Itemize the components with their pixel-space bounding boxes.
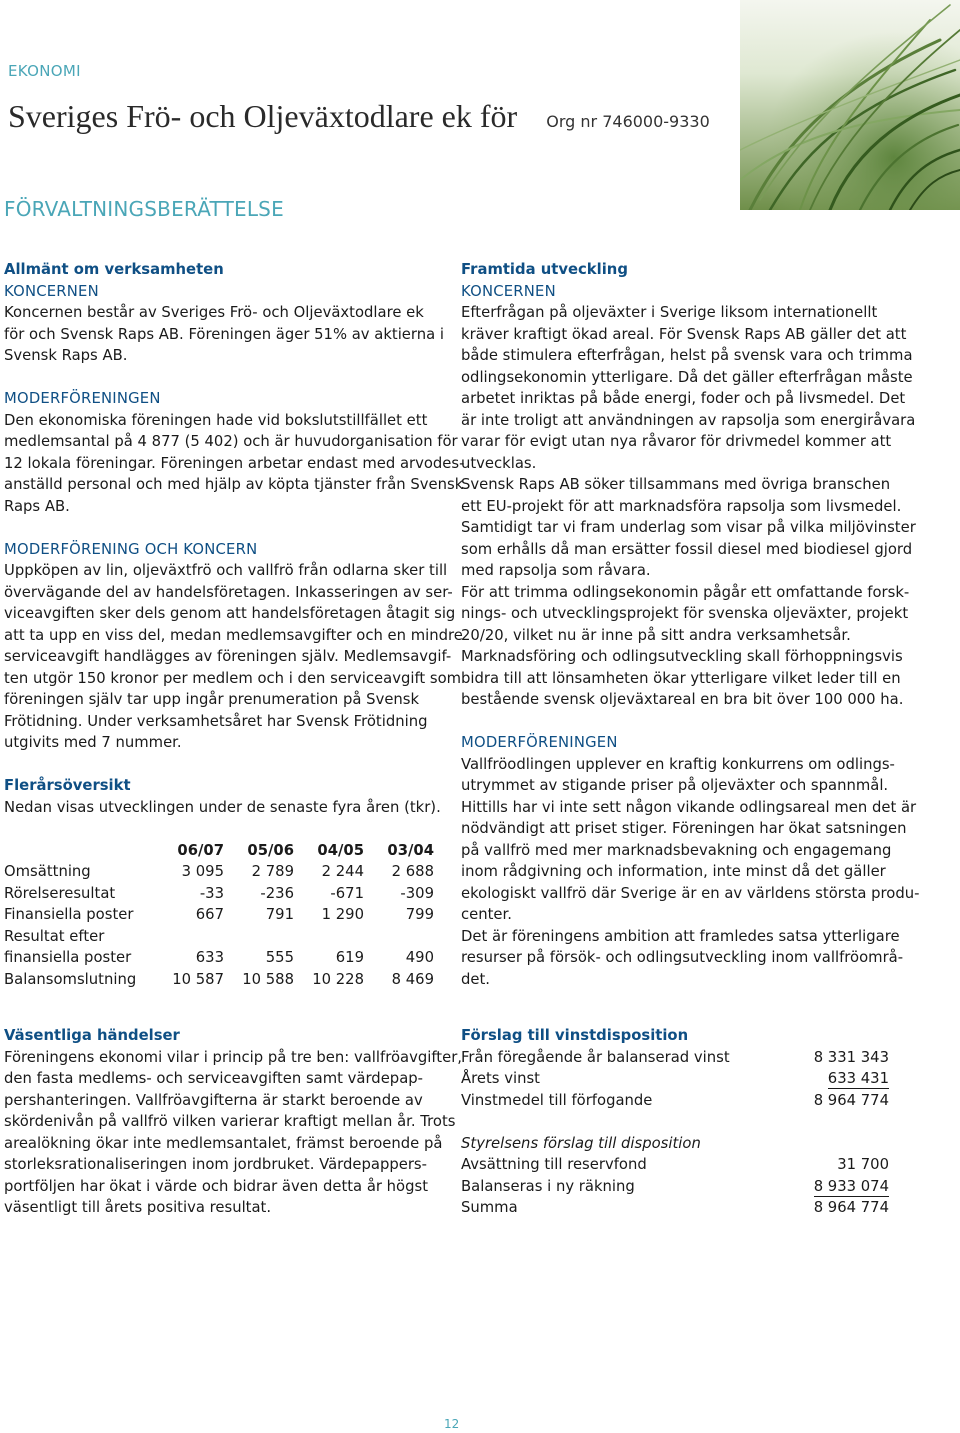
table-row: [4, 861, 436, 883]
text-line: anställd personal och med hjälp av köpta tjänster från Svensk: [4, 476, 464, 493]
cell-value: 619: [335, 949, 364, 966]
text-line: inom rådgivning och information, inte minst då det gäller: [461, 863, 886, 880]
text-line: center.: [461, 906, 512, 923]
profit-disposition-section: [461, 1025, 891, 1219]
section-title: FÖRVALTNINGSBERÄTTELSE: [4, 197, 284, 221]
text-line: Vallfröodlingen upplever en kraftig konkurrens om odlings-: [461, 755, 895, 773]
text-line: på vallfrö med mer marknadsbevakning och engagemang: [461, 841, 892, 859]
text-line: portföljen har ökat i värde och bidrar även detta år högst: [4, 1177, 429, 1195]
column-header: 05/06: [247, 841, 294, 859]
column-header: 06/07: [177, 841, 224, 859]
text-line: nödvändigt att priset stiger. Föreningen har ökat satsningen: [461, 820, 907, 837]
subheading-group: KONCERNEN: [461, 282, 556, 300]
text-line: Raps AB.: [4, 497, 70, 515]
cell-value: -236: [260, 884, 294, 902]
subheading-parent-and-group: MODERFÖRENING OCH KONCERN: [4, 540, 258, 558]
row-label: Årets vinst: [461, 1070, 540, 1088]
cell-value: 10 228: [312, 970, 364, 988]
page-title: Sveriges Frö- och Oljeväxtodlare ek för: [8, 98, 518, 134]
text-line: 12 lokala föreningar. Föreningen arbetar endast med arvodes-: [4, 454, 465, 472]
grass-photo: [740, 0, 960, 210]
cell-value: [164, 926, 226, 948]
proposal-heading: Styrelsens förslag till disposition: [461, 1134, 701, 1152]
text-line: den fasta medlems- och serviceavgiften samt värdepap-: [4, 1070, 423, 1087]
heading-future: Framtida utveckling: [461, 261, 628, 278]
cell-value: 667: [195, 906, 224, 923]
page-number: 12: [444, 1417, 460, 1431]
table-row: [461, 1176, 889, 1198]
text-line: Svensk Raps AB söker tillsammans med övriga branschen: [461, 476, 891, 493]
text-line: varar för evigt utan nya råvaror för drivmedel kommer att: [461, 433, 892, 450]
text-line: utrymmet av stigande priser på oljeväxter och spannmål.: [461, 777, 889, 794]
cell-value: 555: [265, 949, 294, 966]
cell-value: 2 789: [251, 863, 294, 880]
text-line: Uppköpen av lin, oljeväxtfrö och vallfrö från odlarna sker till: [4, 562, 448, 579]
cell-value: [296, 926, 366, 948]
left-column: [4, 259, 465, 990]
section-eyebrow: EKONOMI: [8, 62, 81, 80]
text-line: Den ekonomiska föreningen hade vid bokslutstillfället ett: [4, 411, 428, 429]
amount: 31 700: [837, 1156, 889, 1174]
text-line: nings- och utvecklingsprojekt för svenska oljeväxter, projekt: [461, 605, 909, 622]
text-line: Koncernen består av Sveriges Frö- och Oljeväxtodlare ek: [4, 304, 424, 321]
table-row: [461, 1197, 889, 1219]
amount: 8 964 774: [813, 1199, 889, 1217]
table-row: [461, 1133, 889, 1155]
subheading-parent: MODERFÖRENINGEN: [461, 734, 618, 751]
title-row: [8, 98, 710, 135]
column-header: 04/05: [317, 841, 364, 859]
amount: 633 431: [827, 1070, 889, 1088]
text-line: föreningen själv tar upp ingår prenumeration på Svensk: [4, 691, 420, 708]
row-label: Balanseras i ny räkning: [461, 1177, 635, 1195]
text-line: bidra till att lönsamheten ökar ytterligare vilket leder till en: [461, 669, 901, 687]
text-line: att ta upp en viss del, medan medlemsavgifter och en mindre: [4, 626, 463, 644]
right-column: [461, 259, 920, 990]
text-line: viceavgiften sker dels genom att handelsföretagen åtagit sig: [4, 605, 456, 622]
table-header-row: [4, 840, 436, 862]
text-line: Marknadsföring och odlingsutveckling skall förhoppningsvis: [461, 648, 903, 665]
row-label: Balansomslutning: [4, 970, 137, 988]
text-line: som erhålls då man ersätter fossil diesel med biodiesel gjord: [461, 540, 913, 558]
text-line: Efterfrågan på oljeväxter i Sverige liksom internationellt: [461, 304, 878, 321]
multi-year-table: [4, 840, 436, 991]
cell-value: 10 587: [172, 970, 224, 988]
cell-value: 2 688: [391, 863, 434, 880]
text-line: odlingsekonomin ytterligare. Då det gäller efterfrågan måste: [461, 368, 913, 386]
heading-profit-disposition: Förslag till vinstdisposition: [461, 1027, 689, 1044]
cell-value: -33: [199, 884, 224, 902]
text-line: både stimulera efterfrågan, helst på svensk vara och trimma: [461, 347, 913, 364]
text-line: utgivits med 7 nummer.: [4, 734, 182, 751]
text-line: kräver kraftigt ökad areal. För Svensk Raps AB gäller det att: [461, 325, 907, 343]
amount: 8 331 343: [813, 1048, 889, 1066]
column-header: 03/04: [387, 841, 434, 859]
row-label: Vinstmedel till förfogande: [461, 1091, 653, 1109]
text-line: utvecklas.: [461, 454, 537, 472]
subheading-group: KONCERNEN: [4, 282, 99, 300]
table-row: [461, 1068, 889, 1090]
text-line: bestående svensk oljeväxtareal en bra bit över 100 000 ha.: [461, 691, 904, 708]
text-line: Svensk Raps AB.: [4, 347, 128, 364]
table-row: [461, 1154, 889, 1176]
text-line: Frötidning. Under verksamhetsåret har Svensk Frötidning: [4, 712, 428, 730]
cell-value: -309: [400, 884, 434, 902]
text-line: pershanteringen. Vallfröavgifterna är starkt beroende av: [4, 1091, 423, 1109]
cell-value: 3 095: [181, 863, 224, 880]
heading-significant-events: Väsentliga händelser: [4, 1027, 180, 1044]
text-line: arbetet inriktas på både energi, foder och på livsmedel. Det: [461, 390, 906, 407]
table-row: [4, 947, 436, 969]
text-line: för och Svensk Raps AB. Föreningen äger 51% av aktierna i: [4, 325, 444, 343]
table-row: [4, 883, 436, 905]
text-line: resurser på försök- och odlingsutveckling inom vallfröområ-: [461, 949, 904, 966]
row-label: Avsättning till reservfond: [461, 1156, 647, 1174]
row-label: Resultat efter: [4, 927, 105, 945]
text-line: Hittills har vi inte sett någon vikande odlingsareal men det är: [461, 798, 917, 816]
cell-value: [366, 926, 436, 948]
text-line: ett EU-projekt för att marknadsföra rapsolja som livsmedel.: [461, 497, 902, 515]
text-line: storleksrationaliseringen inom jordbruket. Värdepappers-: [4, 1156, 427, 1173]
cell-value: -671: [330, 884, 364, 902]
row-label: Summa: [461, 1199, 518, 1217]
text-line: serviceavgift handlägges av föreningen själv. Medlemsavgif-: [4, 648, 452, 665]
text-line: ten utgör 150 kronor per medlem och i den serviceavgift som: [4, 669, 462, 687]
table-row: [4, 926, 436, 948]
cell-value: 2 244: [321, 863, 364, 880]
text-line: det.: [461, 970, 491, 988]
cell-value: 1 290: [321, 906, 364, 923]
row-label: finansiella poster: [4, 949, 132, 966]
row-label: Omsättning: [4, 863, 91, 880]
cell-value: 791: [265, 906, 294, 923]
row-label: Finansiella poster: [4, 906, 134, 923]
org-number: Org nr 746000-9330: [546, 112, 710, 131]
heading-general: Allmänt om verksamheten: [4, 261, 224, 278]
table-row: [461, 1047, 889, 1069]
text-line: Det är föreningens ambition att framledes satsa ytterligare: [461, 927, 900, 945]
text-line: 20/20, vilket nu är inne på sitt andra verksamhetsår.: [461, 626, 851, 644]
amount: 8 933 074: [813, 1177, 889, 1195]
text-line: medlemsantal på 4 877 (5 402) och är huvudorganisation för: [4, 433, 458, 450]
disposition-table: [461, 1047, 889, 1219]
text-line: ekologiskt vallfrö där Sverige är en av världens största produ-: [461, 884, 920, 902]
cell-value: [226, 926, 296, 948]
cell-value: 10 588: [242, 970, 294, 988]
text-line: med rapsolja som råvara.: [461, 562, 651, 579]
cell-value: 490: [405, 949, 434, 966]
table-row: [4, 969, 436, 991]
cell-value: 633: [195, 949, 224, 966]
table-row: [4, 904, 436, 926]
cell-value: 799: [405, 906, 434, 923]
heading-multi-year: Flerårsöversikt: [4, 777, 131, 794]
text-line: Nedan visas utvecklingen under de senaste fyra åren (tkr).: [4, 798, 441, 816]
text-line: väsentligt till årets positiva resultat.: [4, 1199, 272, 1216]
subheading-parent: MODERFÖRENINGEN: [4, 390, 161, 407]
text-line: övervägande del av handelsföretagen. Inkasseringen av ser-: [4, 583, 453, 601]
row-label: Rörelseresultat: [4, 884, 116, 902]
significant-events-section: [4, 1025, 462, 1219]
cell-value: 8 469: [391, 970, 434, 988]
text-line: Föreningens ekonomi vilar i princip på tre ben: vallfröavgifter,: [4, 1048, 462, 1066]
row-label: Från föregående år balanserad vinst: [461, 1048, 730, 1066]
amount: 8 964 774: [813, 1091, 889, 1109]
text-line: För att trimma odlingsekonomin pågår ett omfattande forsk-: [461, 583, 910, 601]
text-line: är inte troligt att användningen av rapsolja som energiråvara: [461, 411, 916, 429]
text-line: arealökning ökar inte medlemsantalet, främst beroende på: [4, 1134, 443, 1152]
table-row: [461, 1090, 889, 1112]
text-line: Samtidigt tar vi fram underlag som visar på vilka miljövinster: [461, 519, 916, 536]
text-line: skördenivån på vallfrö vilken varierar kraftigt mellan år. Trots: [4, 1113, 456, 1130]
